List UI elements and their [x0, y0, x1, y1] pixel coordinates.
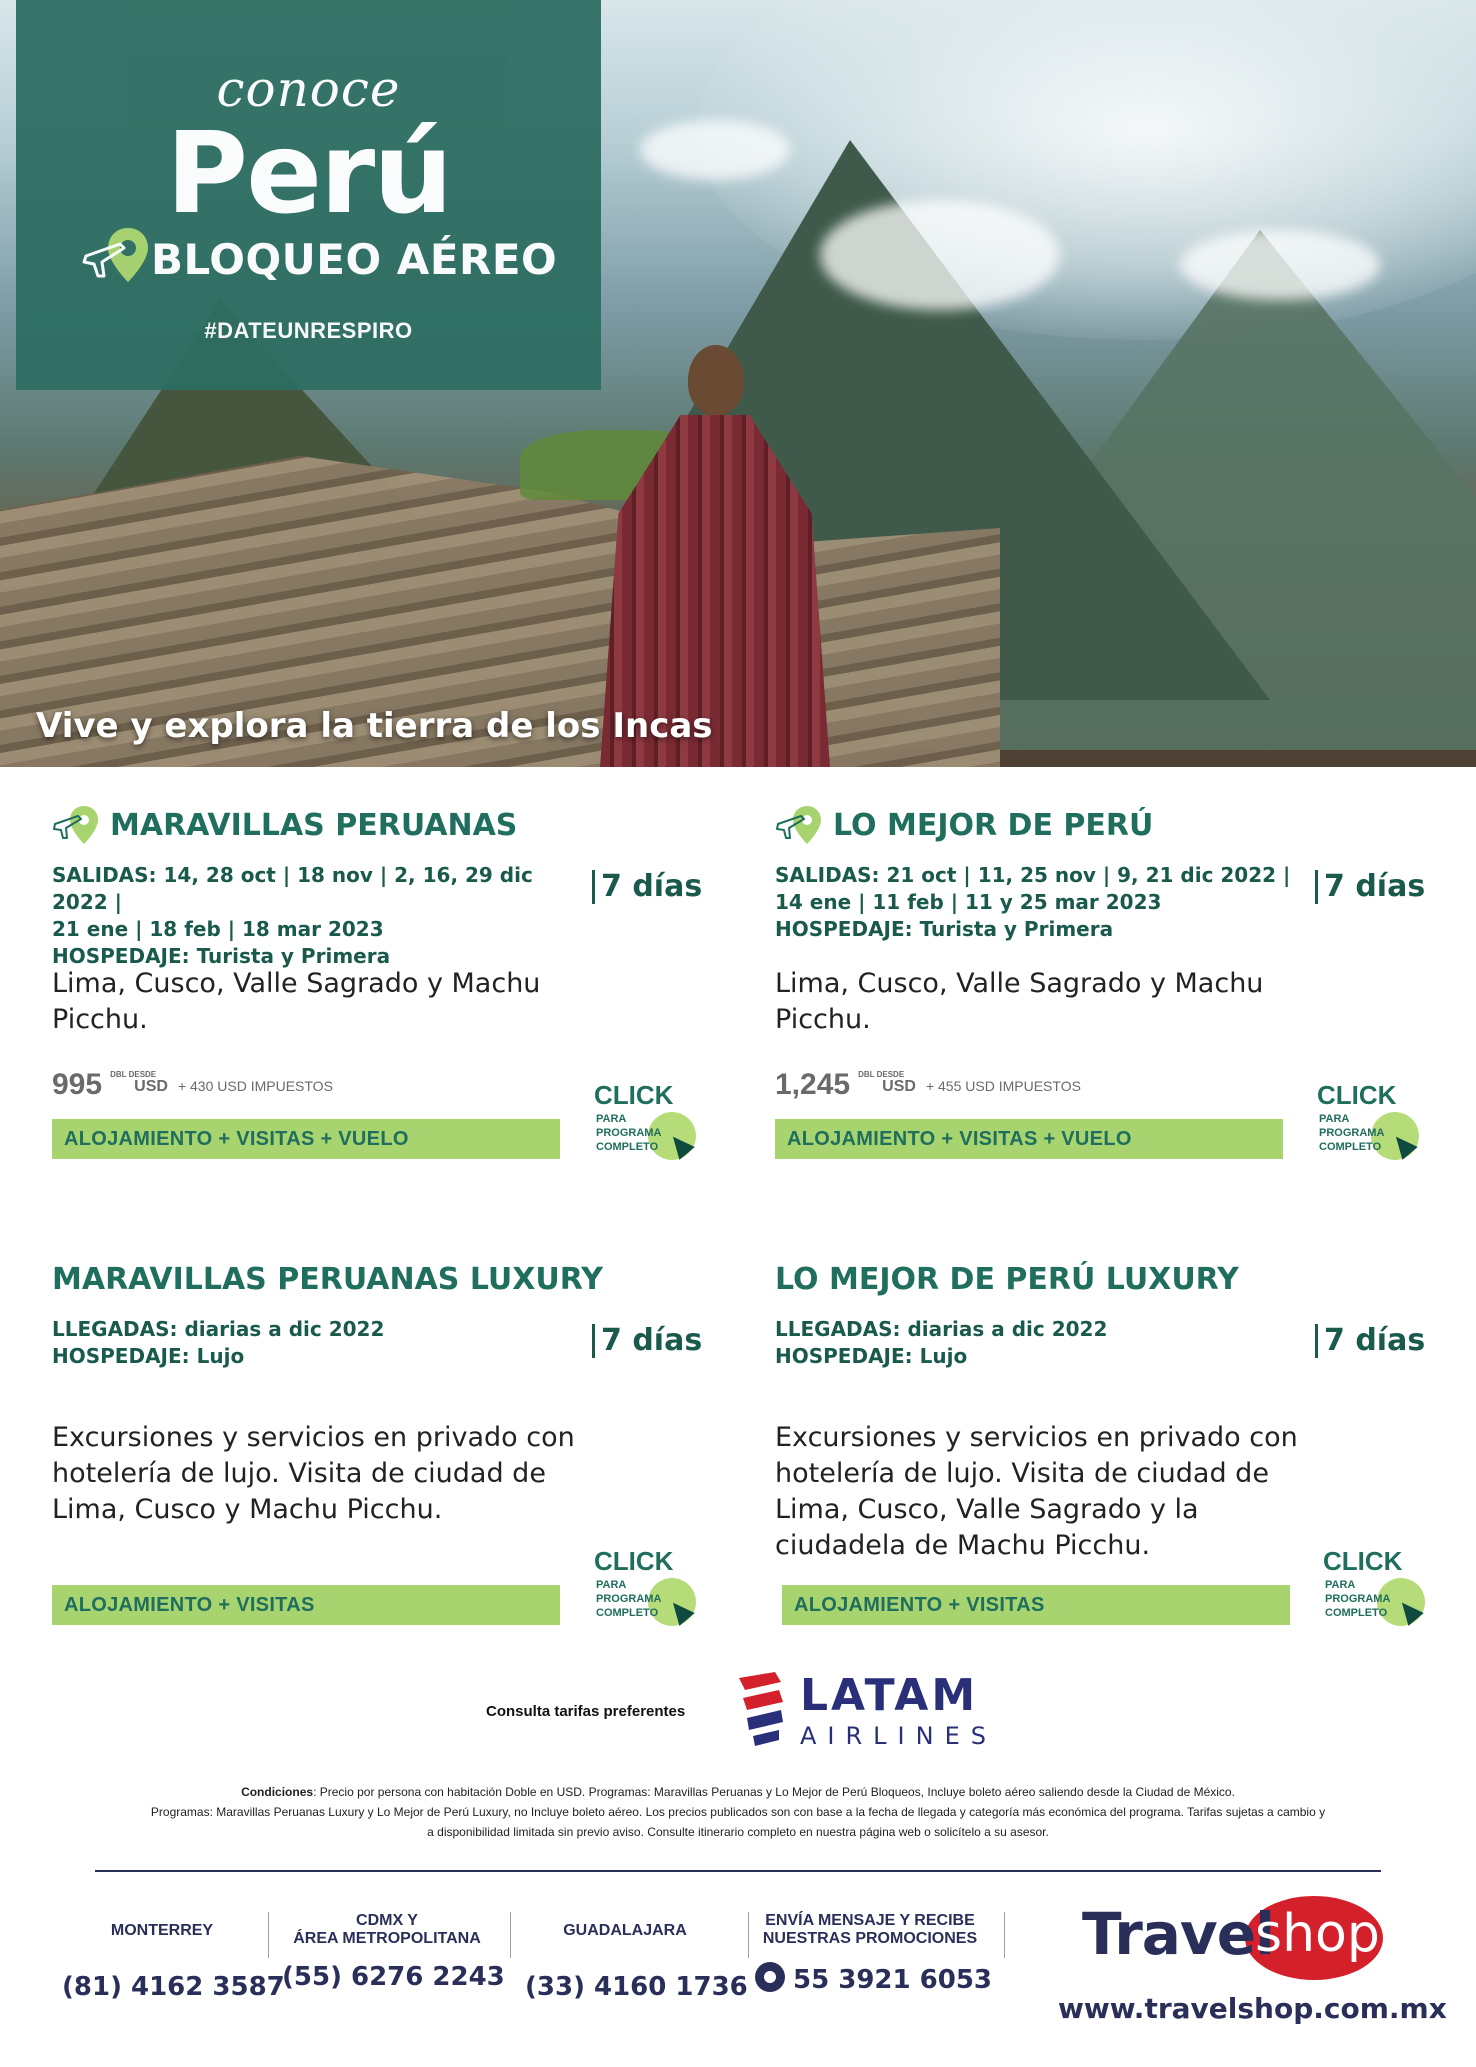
lodging-line: HOSPEDAJE: Turista y Primera — [52, 944, 391, 968]
traveler-head — [688, 345, 744, 415]
departures-line: 21 ene | 18 feb | 18 mar 2023 — [52, 917, 384, 941]
click-line: PROGRAMA — [596, 1127, 662, 1139]
hero-tagline: Vive y explora la tierra de los Incas — [36, 706, 713, 746]
package-duration: 7 días — [1315, 1324, 1425, 1358]
consulta-tarifas: Consulta tarifas preferentes — [486, 1703, 686, 1720]
travelshop-url[interactable]: www.travelshop.com.mx — [1058, 1992, 1447, 2025]
office-phone[interactable]: (33) 4160 1736 — [525, 1972, 748, 2002]
package-price — [775, 1068, 1081, 1102]
latam-brand-sub: AIRLINES — [800, 1722, 997, 1750]
package-duration: 7 días — [592, 1324, 702, 1358]
cloud — [1180, 230, 1380, 300]
price-dbl-label: DBL DESDE — [858, 1070, 905, 1079]
click-program-button[interactable] — [594, 1546, 704, 1636]
package-description: Lima, Cusco, Valle Sagrado y Machu Picchu. — [52, 968, 541, 1035]
price-amount: 995 — [52, 1068, 103, 1101]
price-dbl-label: DBL DESDE — [110, 1070, 157, 1079]
office-guadalajara — [525, 1922, 748, 2002]
arrivals-line: LLEGADAS: diarias a dic 2022 — [52, 1317, 385, 1341]
package-lo-mejor-de-peru-luxury — [775, 1262, 1435, 1642]
whatsapp-number: 55 3921 6053 — [793, 1965, 993, 1995]
office-city — [282, 1912, 492, 1948]
price-taxes: + 455 USD IMPUESTOS — [925, 1078, 1081, 1095]
plane-pin-icon — [775, 802, 823, 850]
click-sublabel — [596, 1578, 661, 1620]
click-program-button[interactable] — [594, 1080, 704, 1170]
whatsapp-phone[interactable] — [755, 1962, 993, 1995]
whatsapp-icon — [755, 1962, 785, 1992]
click-program-button[interactable] — [1323, 1546, 1433, 1636]
package-description: Excursiones y servicios en privado con hotelería de lujo. Visita de ciudad de Lima, Cusco y Machu Picchu. — [52, 1422, 575, 1525]
arrivals-line: LLEGADAS: diarias a dic 2022 — [775, 1317, 1108, 1341]
click-line: PARA — [596, 1579, 627, 1591]
office-city-line: NUESTRAS PROMOCIONES — [762, 1930, 978, 1947]
office-city-line: MONTERREY — [110, 1922, 214, 1939]
package-lo-mejor-de-peru — [775, 808, 1435, 1178]
package-price — [52, 1068, 333, 1102]
office-city-line: ÁREA METROPOLITANA — [293, 1930, 481, 1947]
travelshop-brand-shop: shop — [1255, 1904, 1380, 1964]
price-taxes: + 430 USD IMPUESTOS — [177, 1078, 333, 1095]
conditions-line: : Precio por persona con habitación Doble en USD. Programas: Maravillas Peruanas y Lo Mejor de Perú Bloqueos, Incluye boleto aéreo saliendo desde la Ciudad de México. — [313, 1785, 1235, 1799]
departures-line: 14 ene | 11 feb | 11 y 25 mar 2023 — [775, 890, 1162, 914]
price-currency: USD — [882, 1078, 916, 1095]
click-label: CLICK — [594, 1080, 674, 1110]
includes-bar: ALOJAMIENTO + VISITAS — [782, 1585, 1290, 1625]
conditions-label: Condiciones — [241, 1785, 314, 1799]
office-city — [755, 1912, 985, 1948]
click-line: PARA — [1319, 1113, 1350, 1125]
package-description: Lima, Cusco, Valle Sagrado y Machu Picchu. — [775, 968, 1264, 1035]
departures-line: SALIDAS: 14, 28 oct | 18 nov | 2, 16, 29 dic 2022 | — [52, 863, 533, 914]
click-label: CLICK — [594, 1546, 674, 1576]
click-line: PARA — [596, 1113, 627, 1125]
plane-pin-icon — [80, 222, 152, 294]
conditions-text — [100, 1782, 1376, 1842]
package-maravillas-peruanas — [52, 808, 712, 1178]
separator — [268, 1912, 269, 1958]
click-line: PROGRAMA — [1319, 1127, 1385, 1139]
package-title: LO MEJOR DE PERÚ LUXURY — [775, 1262, 1239, 1297]
latam-brand: LATAM — [800, 1670, 979, 1721]
separator — [1004, 1912, 1005, 1958]
click-line: COMPLETO — [596, 1141, 659, 1153]
traveler-figure — [600, 345, 830, 767]
travelshop-brand-travel: Travel — [1082, 1900, 1274, 1968]
package-arrivals — [775, 1316, 1315, 1370]
package-arrivals — [52, 1316, 592, 1370]
office-phone[interactable]: (81) 4162 3587 — [62, 1972, 285, 2002]
hero-image — [0, 0, 1476, 767]
click-sublabel — [1319, 1112, 1384, 1154]
office-whatsapp — [755, 1912, 993, 1995]
click-line: COMPLETO — [1319, 1141, 1382, 1153]
package-duration: 7 días — [592, 870, 702, 904]
click-line: PROGRAMA — [596, 1593, 662, 1605]
click-line: PROGRAMA — [1325, 1593, 1391, 1605]
package-title: MARAVILLAS PERUANAS LUXURY — [52, 1262, 603, 1297]
lodging-line: HOSPEDAJE: Lujo — [775, 1344, 968, 1368]
office-city — [525, 1922, 725, 1940]
package-departures — [775, 862, 1315, 943]
click-label: CLICK — [1323, 1546, 1403, 1576]
separator — [510, 1912, 511, 1958]
office-monterrey — [62, 1922, 285, 2002]
cloud — [820, 200, 1060, 310]
hero-conoce: conoce — [216, 60, 401, 118]
package-title: MARAVILLAS PERUANAS — [110, 808, 518, 843]
package-maravillas-peruanas-luxury — [52, 1262, 712, 1642]
office-city-line: GUADALAJARA — [563, 1922, 687, 1939]
office-city — [62, 1922, 262, 1940]
click-line: PARA — [1325, 1579, 1356, 1591]
office-cdmx — [282, 1912, 505, 1992]
includes-bar: ALOJAMIENTO + VISITAS + VUELO — [52, 1119, 560, 1159]
hero-title: Perú — [165, 109, 451, 239]
package-duration: 7 días — [1315, 870, 1425, 904]
footer-divider — [95, 1870, 1381, 1872]
lodging-line: HOSPEDAJE: Turista y Primera — [775, 917, 1114, 941]
plane-pin-icon — [52, 802, 100, 850]
office-city-line: ENVÍA MENSAJE Y RECIBE — [765, 1912, 975, 1929]
package-title: LO MEJOR DE PERÚ — [833, 808, 1154, 843]
includes-bar: ALOJAMIENTO + VISITAS + VUELO — [775, 1119, 1283, 1159]
click-program-button[interactable] — [1317, 1080, 1427, 1170]
click-sublabel — [1325, 1578, 1390, 1620]
hero-hashtag: #DATEUNRESPIRO — [204, 318, 413, 343]
price-currency: USD — [134, 1078, 168, 1095]
price-amount: 1,245 — [775, 1068, 851, 1101]
conditions-line: Programas: Maravillas Peruanas Luxury y Lo Mejor de Perú Luxury, no Incluye boleto aéreo. Los precios publicados son con base a la fecha de llegada y categoría más económica del programa. Tarifas sujetas a cambio y — [150, 1805, 1326, 1819]
click-line: COMPLETO — [596, 1607, 659, 1619]
includes-bar: ALOJAMIENTO + VISITAS — [52, 1585, 560, 1625]
conditions-line: a disponibilidad limitada sin previo aviso. Consulte itinerario completo en nuestra página web o solicítelo a su asesor. — [427, 1825, 1049, 1839]
click-line: COMPLETO — [1325, 1607, 1388, 1619]
office-city-line: CDMX Y — [356, 1912, 418, 1929]
package-departures — [52, 862, 592, 970]
click-sublabel — [596, 1112, 661, 1154]
separator — [748, 1912, 749, 1958]
package-description: Excursiones y servicios en privado con hotelería de lujo. Visita de ciudad de Lima, Cusco, Valle Sagrado y la ciudadela de Machu Picchu. — [775, 1422, 1298, 1561]
office-phone[interactable]: (55) 6276 2243 — [282, 1962, 505, 1992]
hero-subtitle: BLOQUEO AÉREO — [151, 235, 558, 284]
departures-line: SALIDAS: 21 oct | 11, 25 nov | 9, 21 dic 2022 | — [775, 863, 1291, 887]
lodging-line: HOSPEDAJE: Lujo — [52, 1344, 245, 1368]
hero-title-box — [16, 0, 601, 390]
cloud — [640, 120, 790, 180]
click-label: CLICK — [1317, 1080, 1397, 1110]
